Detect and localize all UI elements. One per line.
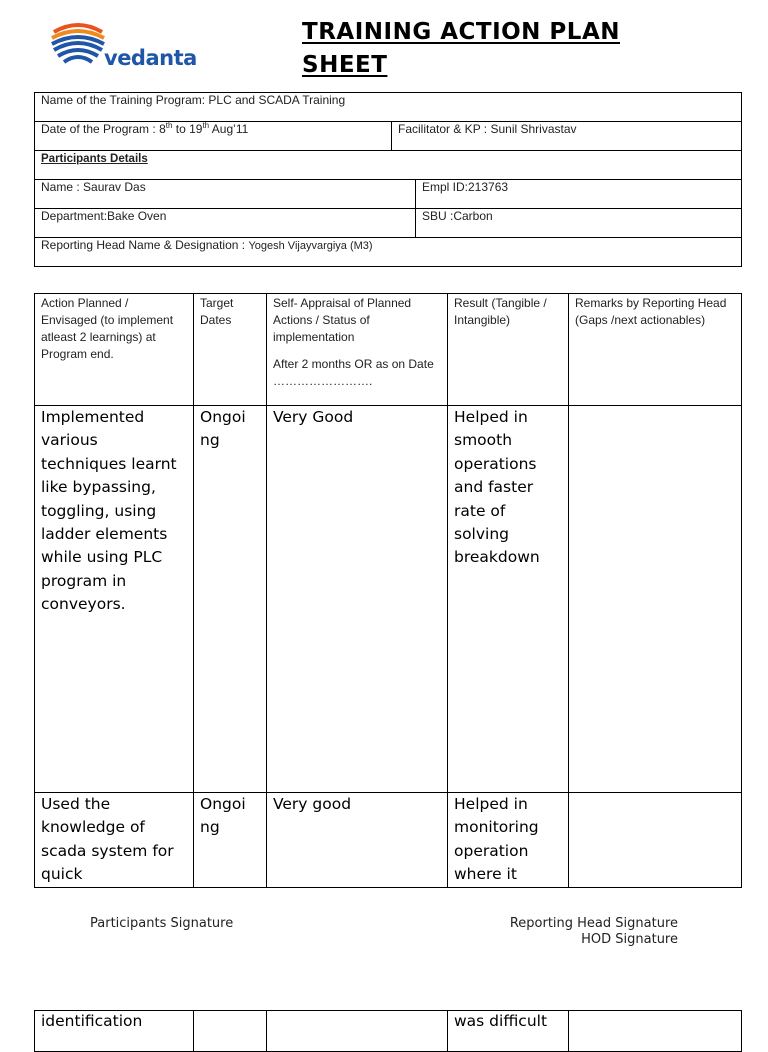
table-row (35, 793, 742, 888)
header-target-dates: Target Dates (194, 294, 267, 406)
reporting-head-signature-label: Reporting Head Signature (509, 916, 678, 931)
remarks-cell (569, 1011, 742, 1052)
participant-signature-label: Participants Signature (90, 916, 234, 931)
title-line-2: SHEET (302, 52, 388, 78)
participants-heading: Participants Details (35, 151, 742, 180)
empl-id-cell: Empl ID:213763 (416, 180, 742, 209)
remarks-cell (569, 793, 742, 888)
logo-wordmark: vedanta (104, 46, 197, 70)
participant-name-cell: Name : Saurav Das (35, 180, 416, 209)
header-remarks: Remarks by Reporting Head (Gaps /next actionables) (569, 294, 742, 406)
result-cell: Helped in smooth operations and faster rate of solving breakdown (448, 406, 569, 793)
table-row (35, 406, 742, 793)
sbu-cell: SBU :Carbon (416, 209, 742, 238)
continuation-table (34, 1010, 742, 1052)
header-action-planned: Action Planned / Envisaged (to implement atleast 2 learnings) at Program end. (35, 294, 194, 406)
remarks-cell (569, 406, 742, 793)
result-cell: Helped in monitoring operation where it (448, 793, 569, 888)
program-name-cell: Name of the Training Program: PLC and SCADA Training (35, 93, 742, 122)
action-cell: identification (35, 1011, 194, 1052)
target-cell (194, 1011, 267, 1052)
action-cell: Used the knowledge of scada system for quick (35, 793, 194, 888)
action-plan-table (34, 293, 742, 888)
table-row (35, 1011, 742, 1052)
facilitator-cell: Facilitator & KP : Sunil Shrivastav (392, 122, 742, 151)
reporting-head-cell: Reporting Head Name & Designation : Yogesh Vijayvargiya (M3) (35, 238, 742, 267)
vedanta-logo-mark-icon (50, 18, 106, 74)
hod-signature-label: HOD Signature (581, 932, 678, 947)
title-line-1: TRAINING ACTION PLAN (302, 19, 620, 45)
appraisal-cell: Very good (267, 793, 448, 888)
self-appraisal-note: After 2 months OR as on Date ……………………. (273, 357, 434, 388)
target-cell: Ongoi ng (194, 406, 267, 793)
header-self-appraisal: Self- Appraisal of Planned Actions / Status of implementation After 2 months OR as on Date ……………………. (267, 294, 448, 406)
header-result: Result (Tangible / Intangible) (448, 294, 569, 406)
appraisal-cell (267, 1011, 448, 1052)
result-cell: was difficult (448, 1011, 569, 1052)
program-info-table (34, 92, 742, 267)
appraisal-cell: Very Good (267, 406, 448, 793)
program-date-cell: Date of the Program : 8th to 19th Aug’11 (35, 122, 392, 151)
action-cell: Implemented various techniques learnt like bypassing, toggling, using ladder elements while using PLC program in conveyors. (35, 406, 194, 793)
document-title (302, 16, 620, 82)
department-cell: Department:Bake Oven (35, 209, 416, 238)
signature-block (510, 916, 678, 948)
target-cell: Ongoi ng (194, 793, 267, 888)
